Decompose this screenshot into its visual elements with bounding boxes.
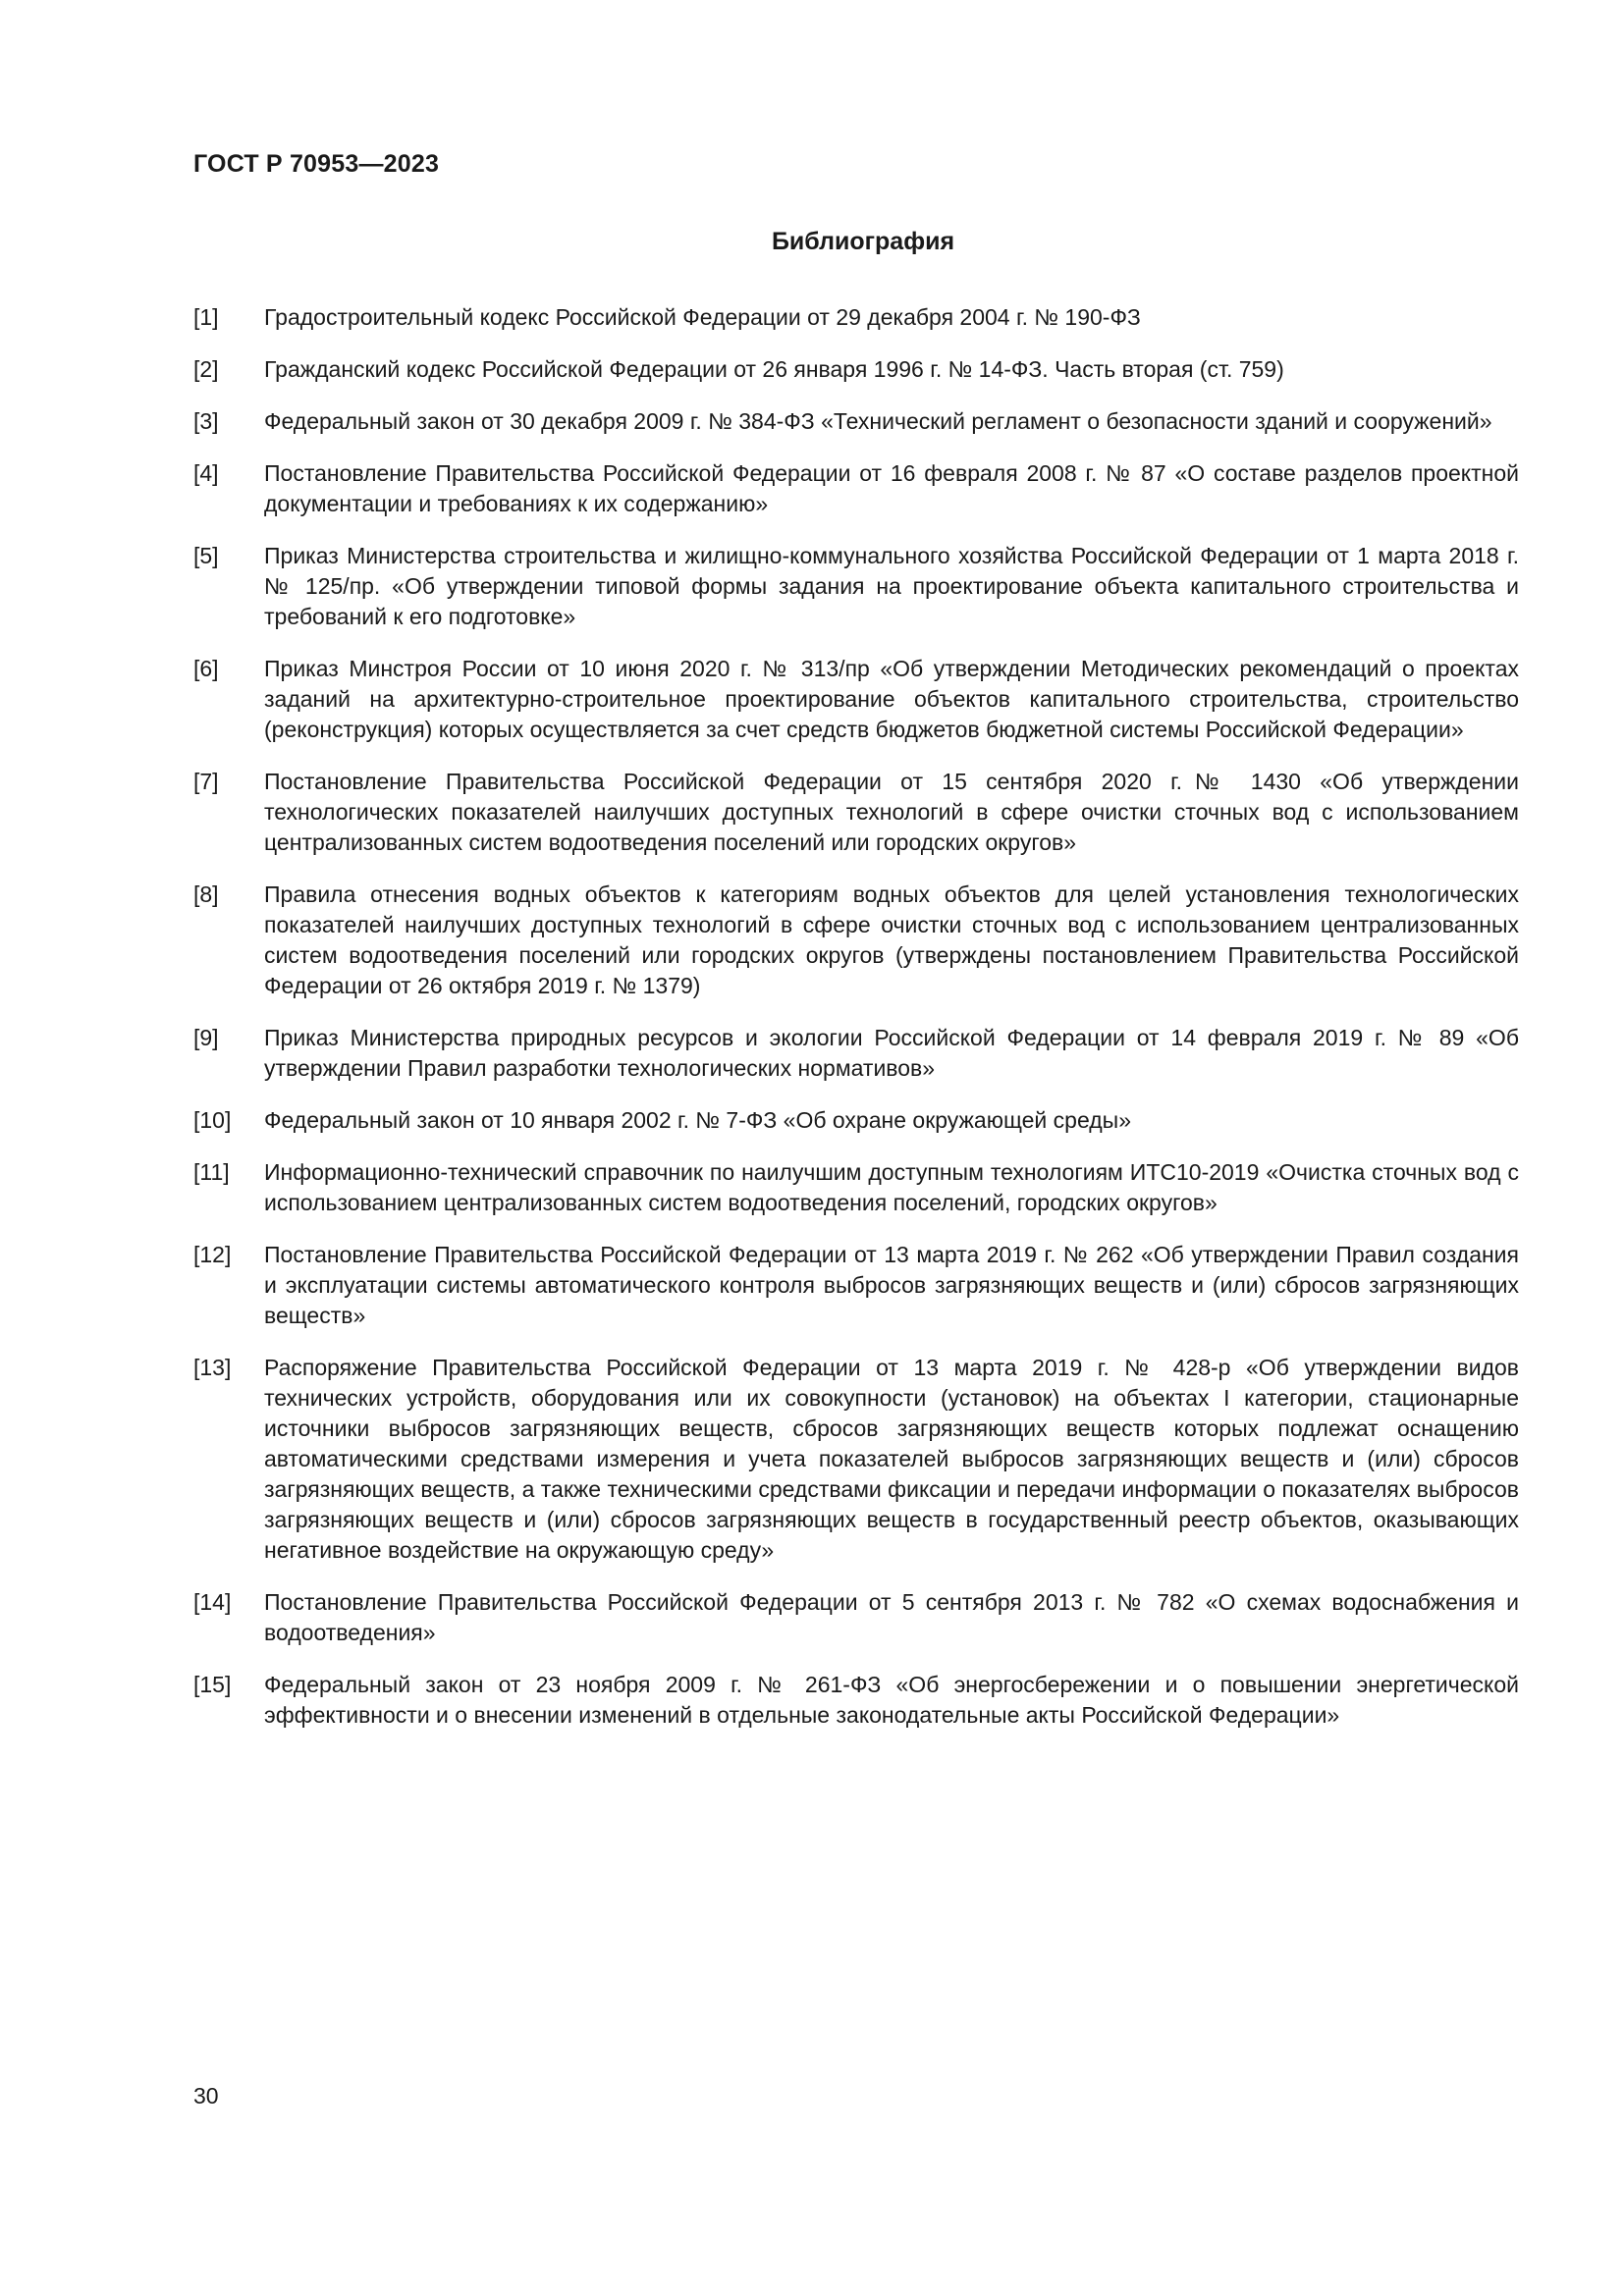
- bibliography-entry: [193, 1240, 1519, 1331]
- bibliography-entry: [193, 880, 1519, 1001]
- entry-number: [15]: [193, 1672, 232, 1697]
- bibliography-entry: [193, 302, 1519, 333]
- entry-number: [11]: [193, 1159, 230, 1185]
- entry-number: [10]: [193, 1107, 232, 1133]
- entry-number: [3]: [193, 408, 219, 434]
- entry-number: [7]: [193, 769, 219, 794]
- bibliography-entry: [193, 1587, 1519, 1648]
- entry-text: Постановление Правительства Российской Федерации от 13 марта 2019 г. № 262 «Об утверждении Правил создания и эксплуатации системы автоматического контроля выбросов загрязняющих веществ и (или) сбросов загрязняющих веществ»: [264, 1242, 1519, 1328]
- entry-number: [14]: [193, 1589, 232, 1615]
- bibliography-entry: [193, 1670, 1519, 1731]
- entry-text: Правила отнесения водных объектов к категориям водных объектов для целей установления технологических показателей наилучших доступных технологий в сфере очистки сточных вод с использованием централизованных систем водоотведения поселений или городских округов (утверждены постановлением Правительства Российской Федерации от 26 октября 2019 г. № 1379): [264, 881, 1519, 998]
- bibliography-entry: [193, 1353, 1519, 1566]
- bibliography-entry: [193, 541, 1519, 632]
- entry-number: [2]: [193, 356, 219, 382]
- entry-number: [4]: [193, 460, 219, 486]
- bibliography-list: [193, 302, 1519, 1752]
- entry-text: Федеральный закон от 30 декабря 2009 г. № 384-ФЗ «Технический регламент о безопасности зданий и сооружений»: [264, 408, 1492, 434]
- bibliography-entry: [193, 406, 1519, 437]
- entry-text: Постановление Правительства Российской Федерации от 5 сентября 2013 г. № 782 «О схемах водоснабжения и водоотведения»: [264, 1589, 1519, 1645]
- entry-text: Приказ Министерства природных ресурсов и экологии Российской Федерации от 14 февраля 2019 г. № 89 «Об утверждении Правил разработки технологических нормативов»: [264, 1025, 1519, 1081]
- bibliography-entry: [193, 654, 1519, 745]
- entry-text: Градостроительный кодекс Российской Федерации от 29 декабря 2004 г. № 190-ФЗ: [264, 304, 1141, 330]
- entry-text: Информационно-технический справочник по наилучшим доступным технологиям ИТС10-2019 «Очистка сточных вод с использованием централизованных систем водоотведения поселений, городских округов»: [264, 1159, 1519, 1215]
- bibliography-entry: [193, 1157, 1519, 1218]
- entry-number: [6]: [193, 656, 219, 681]
- page-number: 30: [193, 2083, 219, 2109]
- bibliography-entry: [193, 354, 1519, 385]
- document-code: ГОСТ Р 70953—2023: [193, 150, 440, 178]
- entry-text: Гражданский кодекс Российской Федерации от 26 января 1996 г. № 14-ФЗ. Часть вторая (ст. 759): [264, 356, 1284, 382]
- bibliography-entry: [193, 1105, 1519, 1136]
- entry-number: [13]: [193, 1355, 232, 1380]
- entry-number: [8]: [193, 881, 219, 907]
- bibliography-entry: [193, 1023, 1519, 1084]
- bibliography-entry: [193, 458, 1519, 519]
- entry-text: Постановление Правительства Российской Федерации от 16 февраля 2008 г. № 87 «О составе разделов проектной документации и требованиях к их содержанию»: [264, 460, 1519, 516]
- section-title: Библиография: [771, 228, 955, 255]
- entry-number: [1]: [193, 304, 219, 330]
- entry-text: Распоряжение Правительства Российской Федерации от 13 марта 2019 г. № 428-р «Об утверждении видов технических устройств, оборудования или их совокупности (установок) на объектах I категории, стационарные источники выбросов загрязняющих веществ, сбросов загрязняющих веществ которых подлежат оснащению автоматическими средствами измерения и учета показателей выбросов загрязняющих веществ и (или) сбросов загрязняющих веществ, а также техническими средствами фиксации и передачи информации о показателях выбросов загрязняющих веществ и (или) сбросов загрязняющих веществ в государственный реестр объектов, оказывающих негативное воздействие на окружающую среду»: [264, 1355, 1519, 1563]
- entry-text: Приказ Министерства строительства и жилищно-коммунального хозяйства Российской Федерации от 1 марта 2018 г. № 125/пр. «Об утверждении типовой формы задания на проектирование объекта капитального строительства и требований к его подготовке»: [264, 543, 1519, 629]
- entry-text: Федеральный закон от 23 ноября 2009 г. № 261-ФЗ «Об энергосбережении и о повышении энергетической эффективности и о внесении изменений в отдельные законодательные акты Российской Федерации»: [264, 1672, 1519, 1728]
- bibliography-entry: [193, 767, 1519, 858]
- entry-text: Приказ Минстроя России от 10 июня 2020 г. № 313/пр «Об утверждении Методических рекомендаций о проектах заданий на архитектурно-строительное проектирование объектов капитального строительства, строительство (реконструкция) которых осуществляется за счет средств бюджетов бюджетной системы Российской Федерации»: [264, 656, 1519, 742]
- entry-number: [12]: [193, 1242, 232, 1267]
- entry-number: [9]: [193, 1025, 219, 1050]
- entry-number: [5]: [193, 543, 219, 568]
- entry-text: Постановление Правительства Российской Федерации от 15 сентября 2020 г.№ 1430 «Об утверждении технологических показателей наилучших доступных технологий в сфере очистки сточных вод с использованием централизованных систем водоотведения поселений или городских округов»: [264, 769, 1519, 855]
- entry-text: Федеральный закон от 10 января 2002 г. № 7-ФЗ «Об охране окружающей среды»: [264, 1107, 1131, 1133]
